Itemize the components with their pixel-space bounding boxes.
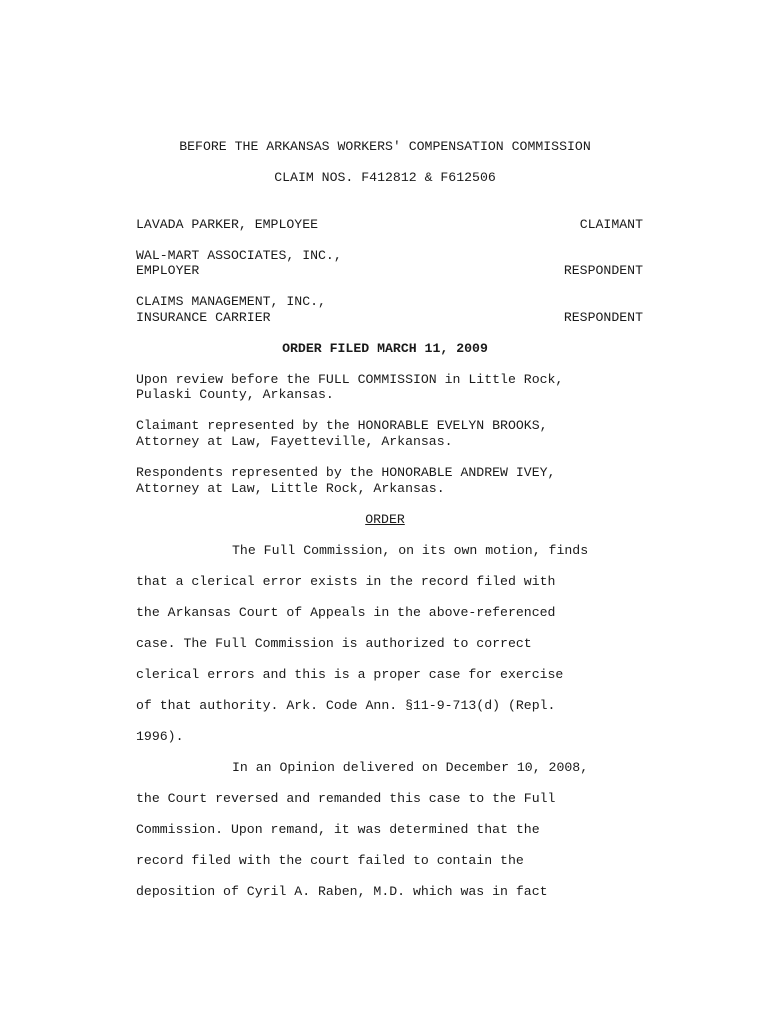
paragraph-2-line-1: In an Opinion delivered on December 10, 2008, [232,760,589,775]
review-line-2: Pulaski County, Arkansas. [136,387,334,402]
party-claimant-role: CLAIMANT [579,217,643,232]
commission-heading: BEFORE THE ARKANSAS WORKERS' COMPENSATION COMMISSION [179,139,591,154]
claim-numbers: CLAIM NOS. F412812 & F612506 [274,170,496,185]
paragraph-2-line-2: the Court reversed and remanded this case to the Full [136,791,556,806]
party-employer-label: EMPLOYER [136,263,200,278]
paragraph-1-line-2: that a clerical error exists in the record filed with [136,574,556,589]
paragraph-1-line-1: The Full Commission, on its own motion, finds [232,543,589,558]
paragraph-2-line-3: Commission. Upon remand, it was determined that the [136,822,540,837]
order-heading: ORDER [365,512,405,527]
party-employer-role: RESPONDENT [563,263,643,278]
respondent-rep-line-1: Respondents represented by the HONORABLE ANDREW IVEY, [136,465,556,480]
paragraph-1-line-7: 1996). [136,729,184,744]
party-carrier-label: INSURANCE CARRIER [136,310,271,325]
claimant-rep-line-1: Claimant represented by the HONORABLE EVELYN BROOKS, [136,418,548,433]
review-line-1: Upon review before the FULL COMMISSION in Little Rock, [136,372,564,387]
claimant-rep-line-2: Attorney at Law, Fayetteville, Arkansas. [136,434,453,449]
order-filed-date: ORDER FILED MARCH 11, 2009 [282,341,488,356]
paragraph-2-line-5: deposition of Cyril A. Raben, M.D. which was in fact [136,884,548,899]
party-claimant-name: LAVADA PARKER, EMPLOYEE [136,217,319,232]
party-carrier-name: CLAIMS MANAGEMENT, INC., [136,294,326,309]
respondent-rep-line-2: Attorney at Law, Little Rock, Arkansas. [136,481,445,496]
paragraph-2-line-4: record filed with the court failed to contain the [136,853,524,868]
paragraph-1-line-6: of that authority. Ark. Code Ann. §11-9-713(d) (Repl. [136,698,556,713]
paragraph-1-line-3: the Arkansas Court of Appeals in the above-referenced [136,605,556,620]
paragraph-1-line-5: clerical errors and this is a proper case for exercise [136,667,564,682]
party-carrier-role: RESPONDENT [563,310,643,325]
paragraph-1-line-4: case. The Full Commission is authorized to correct [136,636,532,651]
party-employer-name: WAL-MART ASSOCIATES, INC., [136,248,342,263]
